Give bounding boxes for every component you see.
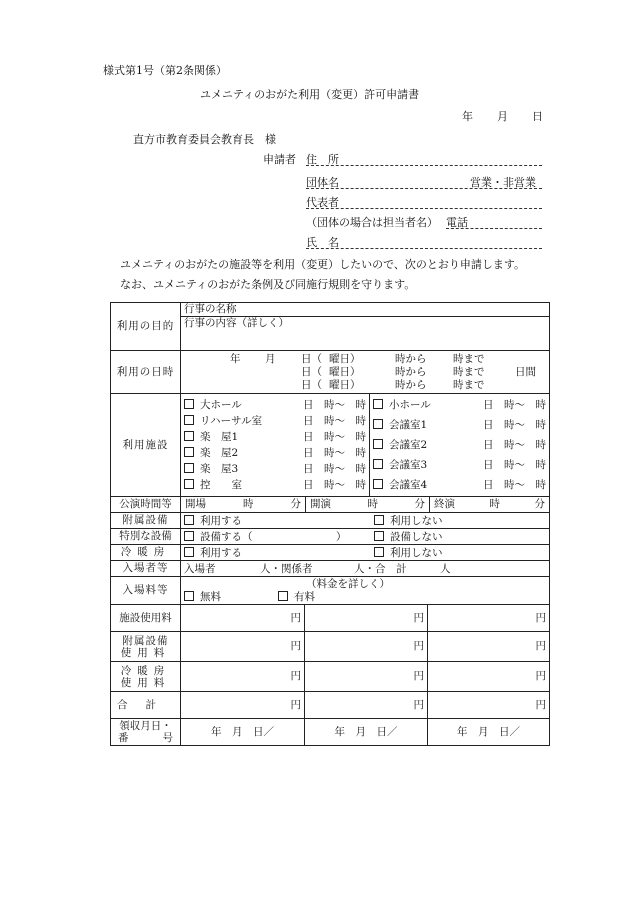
facility-label: 利用施設 — [111, 394, 181, 497]
checkbox-icon[interactable] — [184, 531, 194, 541]
facility-left-cell — [181, 394, 370, 497]
yen-cell[interactable]: 円 — [428, 692, 550, 719]
aircon-cell[interactable]: 利用する 利用しない — [181, 545, 550, 561]
checkbox-icon[interactable] — [373, 459, 383, 469]
datetime-label: 利用の日時 — [111, 351, 181, 394]
performance-label: 公演時間等 — [111, 497, 181, 513]
date-day: 日 — [532, 110, 543, 123]
receipt-label: 領収月日・ 番 号 — [111, 719, 181, 746]
dt-from-2: 時から — [395, 366, 427, 378]
datetime-cell[interactable] — [181, 351, 550, 394]
event-detail-cell[interactable] — [181, 317, 550, 351]
phone-label: 電話 — [446, 216, 468, 229]
equipment-label: 附属設備 — [111, 513, 181, 529]
date-month: 月 — [497, 110, 508, 123]
intro-line-1: ユメニティのおがたの施設等を利用（変更）したいので、次のとおり申請します。 — [120, 258, 526, 271]
fee-cell[interactable]: （料金を詳しく） 無料 有料 — [181, 577, 550, 605]
special-cell[interactable]: 設備する（ ） 設備しない — [181, 529, 550, 545]
representative-field[interactable] — [306, 208, 542, 209]
event-detail-label: 行事の内容（詳しく） — [184, 317, 289, 329]
group-field[interactable] — [306, 188, 542, 189]
checkbox-icon[interactable] — [184, 415, 194, 425]
facility-item[interactable]: 控 室 日 時～ 時 — [184, 477, 366, 493]
checkbox-icon[interactable] — [278, 591, 288, 601]
dt-year: 年 — [230, 353, 241, 365]
dt-to-3: 時まで — [453, 379, 485, 391]
address-field[interactable] — [306, 165, 542, 166]
checkbox-icon[interactable] — [373, 439, 383, 449]
yen-cell[interactable]: 円 — [181, 692, 305, 719]
intro-line-2: なお、ユメニティのおがた条例及び同施行規則を守ります。 — [120, 278, 416, 291]
checkbox-icon[interactable] — [374, 515, 384, 525]
attendees-cell[interactable]: 入場者 人・関係者 人・合 計 人 — [181, 561, 550, 577]
name-label: 氏 名 — [306, 236, 339, 249]
facility-item[interactable]: リハーサル室 日 時～ 時 — [184, 413, 366, 429]
receipt-cell[interactable]: 年 月 日／ — [305, 719, 428, 746]
yen-cell[interactable]: 円 — [305, 605, 428, 632]
yen-cell[interactable]: 円 — [181, 662, 305, 692]
checkbox-icon[interactable] — [374, 547, 384, 557]
facility-right-cell — [370, 394, 550, 497]
checkbox-icon[interactable] — [373, 419, 383, 429]
equipment-fee-label: 附属設備 使用料 — [111, 632, 181, 662]
yen-cell[interactable]: 円 — [305, 662, 428, 692]
dt-to-2: 時まで — [453, 366, 485, 378]
facility-item[interactable]: 楽 屋3 日 時～ 時 — [184, 461, 366, 477]
name-field[interactable] — [306, 248, 542, 249]
dt-weekday-1: 曜日） — [329, 353, 361, 365]
facility-item[interactable]: 会議室1 日 時～ 時 — [373, 415, 546, 435]
dt-to-1: 時まで — [453, 353, 485, 365]
checkbox-icon[interactable] — [374, 531, 384, 541]
facility-item[interactable]: 会議室3 日 時～ 時 — [373, 455, 546, 475]
checkbox-icon[interactable] — [184, 463, 194, 473]
checkbox-icon[interactable] — [184, 399, 194, 409]
dt-from-1: 時から — [395, 353, 427, 365]
yen-cell[interactable]: 円 — [428, 605, 550, 632]
dt-day-2: 日（ — [301, 366, 322, 378]
checkbox-icon[interactable] — [184, 515, 194, 525]
checkbox-icon[interactable] — [184, 547, 194, 557]
yen-cell[interactable]: 円 — [181, 632, 305, 662]
yen-cell[interactable]: 円 — [428, 632, 550, 662]
yen-cell[interactable]: 円 — [305, 692, 428, 719]
attendees-label: 入場者等 — [111, 561, 181, 577]
facility-item[interactable]: 小ホール 日 時～ 時 — [373, 395, 546, 415]
receipt-cell[interactable]: 年 月 日／ — [428, 719, 550, 746]
checkbox-icon[interactable] — [184, 431, 194, 441]
form-number: 様式第1号（第2条関係） — [103, 64, 227, 77]
date-year: 年 — [462, 110, 473, 123]
facility-item[interactable]: 楽 屋2 日 時～ 時 — [184, 445, 366, 461]
checkbox-icon[interactable] — [184, 479, 194, 489]
checkbox-icon[interactable] — [373, 479, 383, 489]
checkbox-icon[interactable] — [373, 399, 383, 409]
contact-note: （団体の場合は担当者名） — [306, 216, 438, 229]
dt-from-3: 時から — [395, 379, 427, 391]
addressee: 直方市教育委員会教育長 様 — [133, 133, 276, 146]
aircon-fee-label: 冷暖房 使用料 — [111, 662, 181, 692]
yen-cell[interactable]: 円 — [181, 605, 305, 632]
business-type: 営業・非営業 — [470, 176, 536, 189]
applicant-label: 申請者 — [263, 153, 296, 166]
yen-cell[interactable]: 円 — [428, 662, 550, 692]
facility-fee-label: 施設使用料 — [111, 605, 181, 632]
performance-cell[interactable]: 開場 時 分 開演 時 分 終演 時 分 — [181, 497, 550, 513]
dt-days: 日間 — [515, 366, 536, 378]
purpose-label: 利用の目的 — [111, 303, 181, 351]
total-label: 合計 — [111, 692, 181, 719]
dt-day-1: 日（ — [301, 353, 322, 365]
dt-weekday-2: 曜日） — [329, 366, 361, 378]
special-label: 特別な設備 — [111, 529, 181, 545]
fee-label: 入場料等 — [111, 577, 181, 605]
facility-item[interactable]: 会議室2 日 時～ 時 — [373, 435, 546, 455]
equipment-cell[interactable]: 利用する 利用しない — [181, 513, 550, 529]
phone-field[interactable] — [446, 228, 542, 229]
dt-day-3: 日（ — [301, 379, 322, 391]
event-name-cell[interactable] — [181, 303, 550, 317]
yen-cell[interactable]: 円 — [305, 632, 428, 662]
group-label: 団体名 — [306, 176, 339, 189]
facility-item[interactable]: 大ホール 日 時～ 時 — [184, 397, 366, 413]
address-label: 住 所 — [306, 153, 339, 166]
aircon-label: 冷暖房 — [111, 545, 181, 561]
dt-weekday-3: 曜日） — [329, 379, 361, 391]
dt-month: 月 — [265, 353, 276, 365]
checkbox-icon[interactable] — [184, 447, 194, 457]
representative-label: 代表者 — [306, 196, 339, 209]
application-table — [110, 302, 550, 746]
checkbox-icon[interactable] — [184, 591, 194, 601]
receipt-cell[interactable]: 年 月 日／ — [181, 719, 305, 746]
facility-item[interactable]: 会議室4 日 時～ 時 — [373, 475, 546, 495]
event-name-label: 行事の名称 — [184, 303, 237, 315]
form-title: ユメニティのおがた利用（変更）許可申請書 — [200, 88, 420, 101]
facility-item[interactable]: 楽 屋1 日 時～ 時 — [184, 429, 366, 445]
